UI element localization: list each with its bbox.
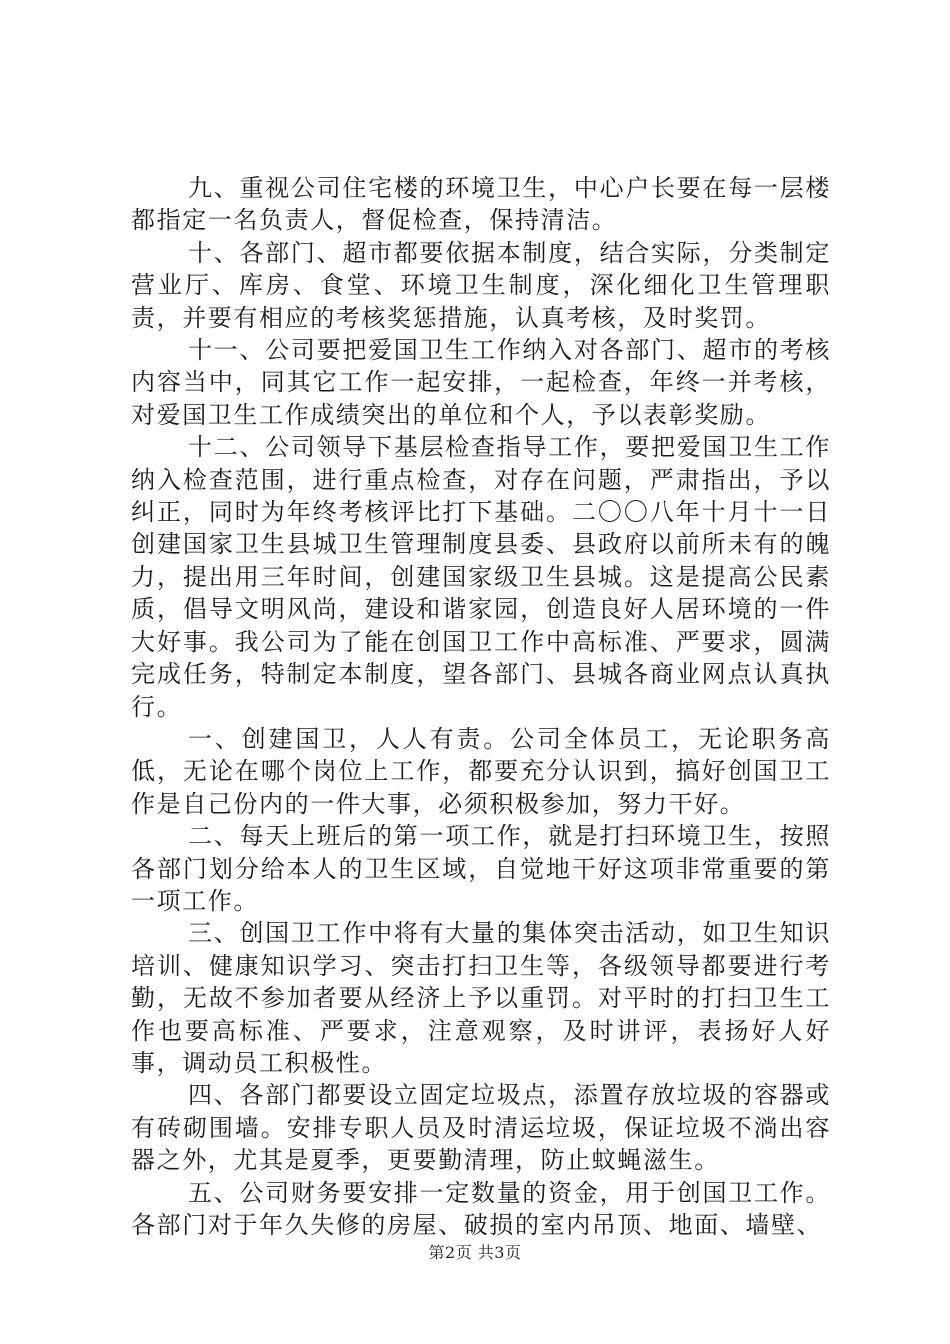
- paragraph-1: 一、创建国卫，人人有责。公司全体员工，无论职务高低，无论在哪个岗位上工作，都要充分认识到，搞好创国卫工作是自己份内的一件大事，必须积极参加，努力干好。: [131, 724, 831, 818]
- paragraph-5: 五、公司财务要安排一定数量的资金，用于创国卫工作。各部门对于年久失修的房屋、破损的室内吊顶、地面、墙壁、: [131, 1178, 831, 1239]
- page-number-footer: 第2页 共3页: [428, 1243, 522, 1262]
- paragraph-3: 三、创国卫工作中将有大量的集体突击活动，如卫生知识培训、健康知识学习、突击打扫卫生等，各级领导都要进行考勤，无故不参加者要从经济上予以重罚。对平时的打扫卫生工作也要高标准、严要求，注意观察，及时讲评，表扬好人好事，调动员工积极性。: [131, 919, 831, 1077]
- document-body: [131, 172, 831, 1241]
- paragraph-11: 十一、公司要把爱国卫生工作纳入对各部门、超市的考核内容当中，同其它工作一起安排，一起检查，年终一并考核，对爱国卫生工作成绩突出的单位和个人，予以表彰奖励。: [131, 336, 831, 429]
- paragraph-10: 十、各部门、超市都要依据本制度，结合实际，分类制定营业厅、库房、食堂、环境卫生制度，深化细化卫生管理职责，并要有相应的考核奖惩措施，认真考核，及时奖罚。: [131, 238, 831, 332]
- paragraph-4: 四、各部门都要设立固定垃圾点，添置存放垃圾的容器或有砖砌围墙。安排专职人员及时清运垃圾，保证垃圾不淌出容器之外，尤其是夏季，更要勤清理，防止蚊蝇滋生。: [131, 1081, 831, 1175]
- paragraph-2: 二、每天上班后的第一项工作，就是打扫环境卫生，按照各部门划分给本人的卫生区域，自觉地干好这项非常重要的第一项工作。: [131, 822, 831, 915]
- paragraph-12: 十二、公司领导下基层检查指导工作，要把爱国卫生工作纳入检查范围，进行重点检查，对存在问题，严肃指出，予以纠正，同时为年终考核评比打下基础。二〇〇八年十月十一日创建国家卫生县城卫生管理制度县委、县政府以前所未有的魄力，提出用三年时间，创建国家级卫生县城。这是提高公民素质，倡导文明风尚，建设和谐家园，创造良好人居环境的一件大好事。我公司为了能在创国卫工作中高标准、严要求，圆满完成任务，特制定本制度，望各部门、县城各商业网点认真执行。: [131, 433, 831, 721]
- paragraph-9: 九、重视公司住宅楼的环境卫生，中心户长要在每一层楼都指定一名负责人，督促检查，保持清洁。: [131, 174, 831, 235]
